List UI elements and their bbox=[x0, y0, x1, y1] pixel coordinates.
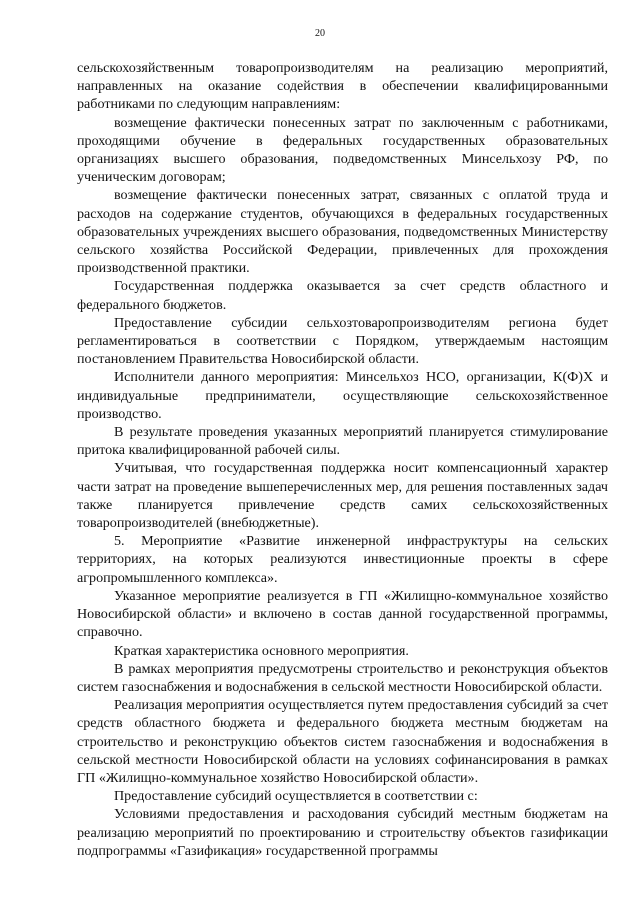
paragraph: В рамках мероприятия предусмотрены строительство и реконструкция объектов систем газоснабжения и водоснабжения в сельской местности Новосибирской области. bbox=[77, 660, 608, 695]
paragraph: Предоставление субсидий осуществляется в соответствии с: bbox=[114, 788, 478, 805]
paragraph: Указанное мероприятие реализуется в ГП «Жилищно-коммунальное хозяйство Новосибирской области» и включено в состав данной государственной программы, справочно. bbox=[77, 587, 608, 641]
paragraph: Предоставление субсидии сельхозтоваропроизводителям региона будет регламентироваться в соответствии с Порядком, утверждаемым настоящим постановлением Правительства Новосибирской области. bbox=[77, 314, 608, 368]
paragraph: возмещение фактически понесенных затрат по заключенным с работниками, проходящими обучение в федеральных государственных образовательных организациях высшего образования, подведомственных Минсельхозу РФ, по ученическим договорам; bbox=[77, 114, 608, 186]
section-heading-paragraph: 5. Мероприятие «Развитие инженерной инфраструктуры на сельских территориях, на которых реализуются инвестиционные проекты в сфере агропромышленного комплекса». bbox=[77, 533, 608, 586]
paragraph-last: Условиями предоставления и расходования субсидий местным бюджетам на реализацию мероприятий по проектированию и строительству объектов газификации подпрограммы «Газификация» государственной программы bbox=[77, 806, 608, 859]
paragraph: Реализация мероприятия осуществляется путем предоставления субсидий за счет средств областного бюджета и федерального бюджета местным бюджетам на строительство и реконструкцию объектов систем газоснабжения и водоснабжения в сельской местности Новосибирской области на условиях софинансирования в рамках ГП «Жилищно-коммунальное хозяйство Новосибирской области». bbox=[77, 697, 608, 786]
page-number: 20 bbox=[315, 28, 325, 39]
paragraph: возмещение фактически понесенных затрат, связанных с оплатой труда и расходов на содержание студентов, обучающихся в федеральных государственных образовательных учреждениях высшего образования, подведомственных Министерству сельского хозяйства Российской Федерации, привлеченных для прохождения производственной практики. bbox=[77, 187, 608, 277]
paragraph: В результате проведения указанных мероприятий планируется стимулирование притока квалифицированной рабочей силы. bbox=[77, 424, 608, 459]
paragraph-continuation: сельскохозяйственным товаропроизводителям на реализацию мероприятий, направленных на оказание содействия в обеспечении квалифицированными работниками по следующим направлениям: bbox=[77, 60, 608, 113]
paragraph: Учитывая, что государственная поддержка носит компенсационный характер части затрат на проведение вышеперечисленных мер, для решения поставленных задач также планируется привлечение средств самих сельскохозяйственных товаропроизводителей (внебюджетные). bbox=[77, 460, 608, 532]
paragraph: Краткая характеристика основного мероприятия. bbox=[114, 642, 409, 659]
paragraph: Государственная поддержка оказывается за счет средств областного и федерального бюджетов. bbox=[77, 278, 608, 313]
document-body bbox=[77, 59, 608, 860]
paragraph: Исполнители данного мероприятия: Минсельхоз НСО, организации, К(Ф)Х и индивидуальные предприниматели, осуществляющие сельскохозяйственное производство. bbox=[77, 369, 608, 422]
